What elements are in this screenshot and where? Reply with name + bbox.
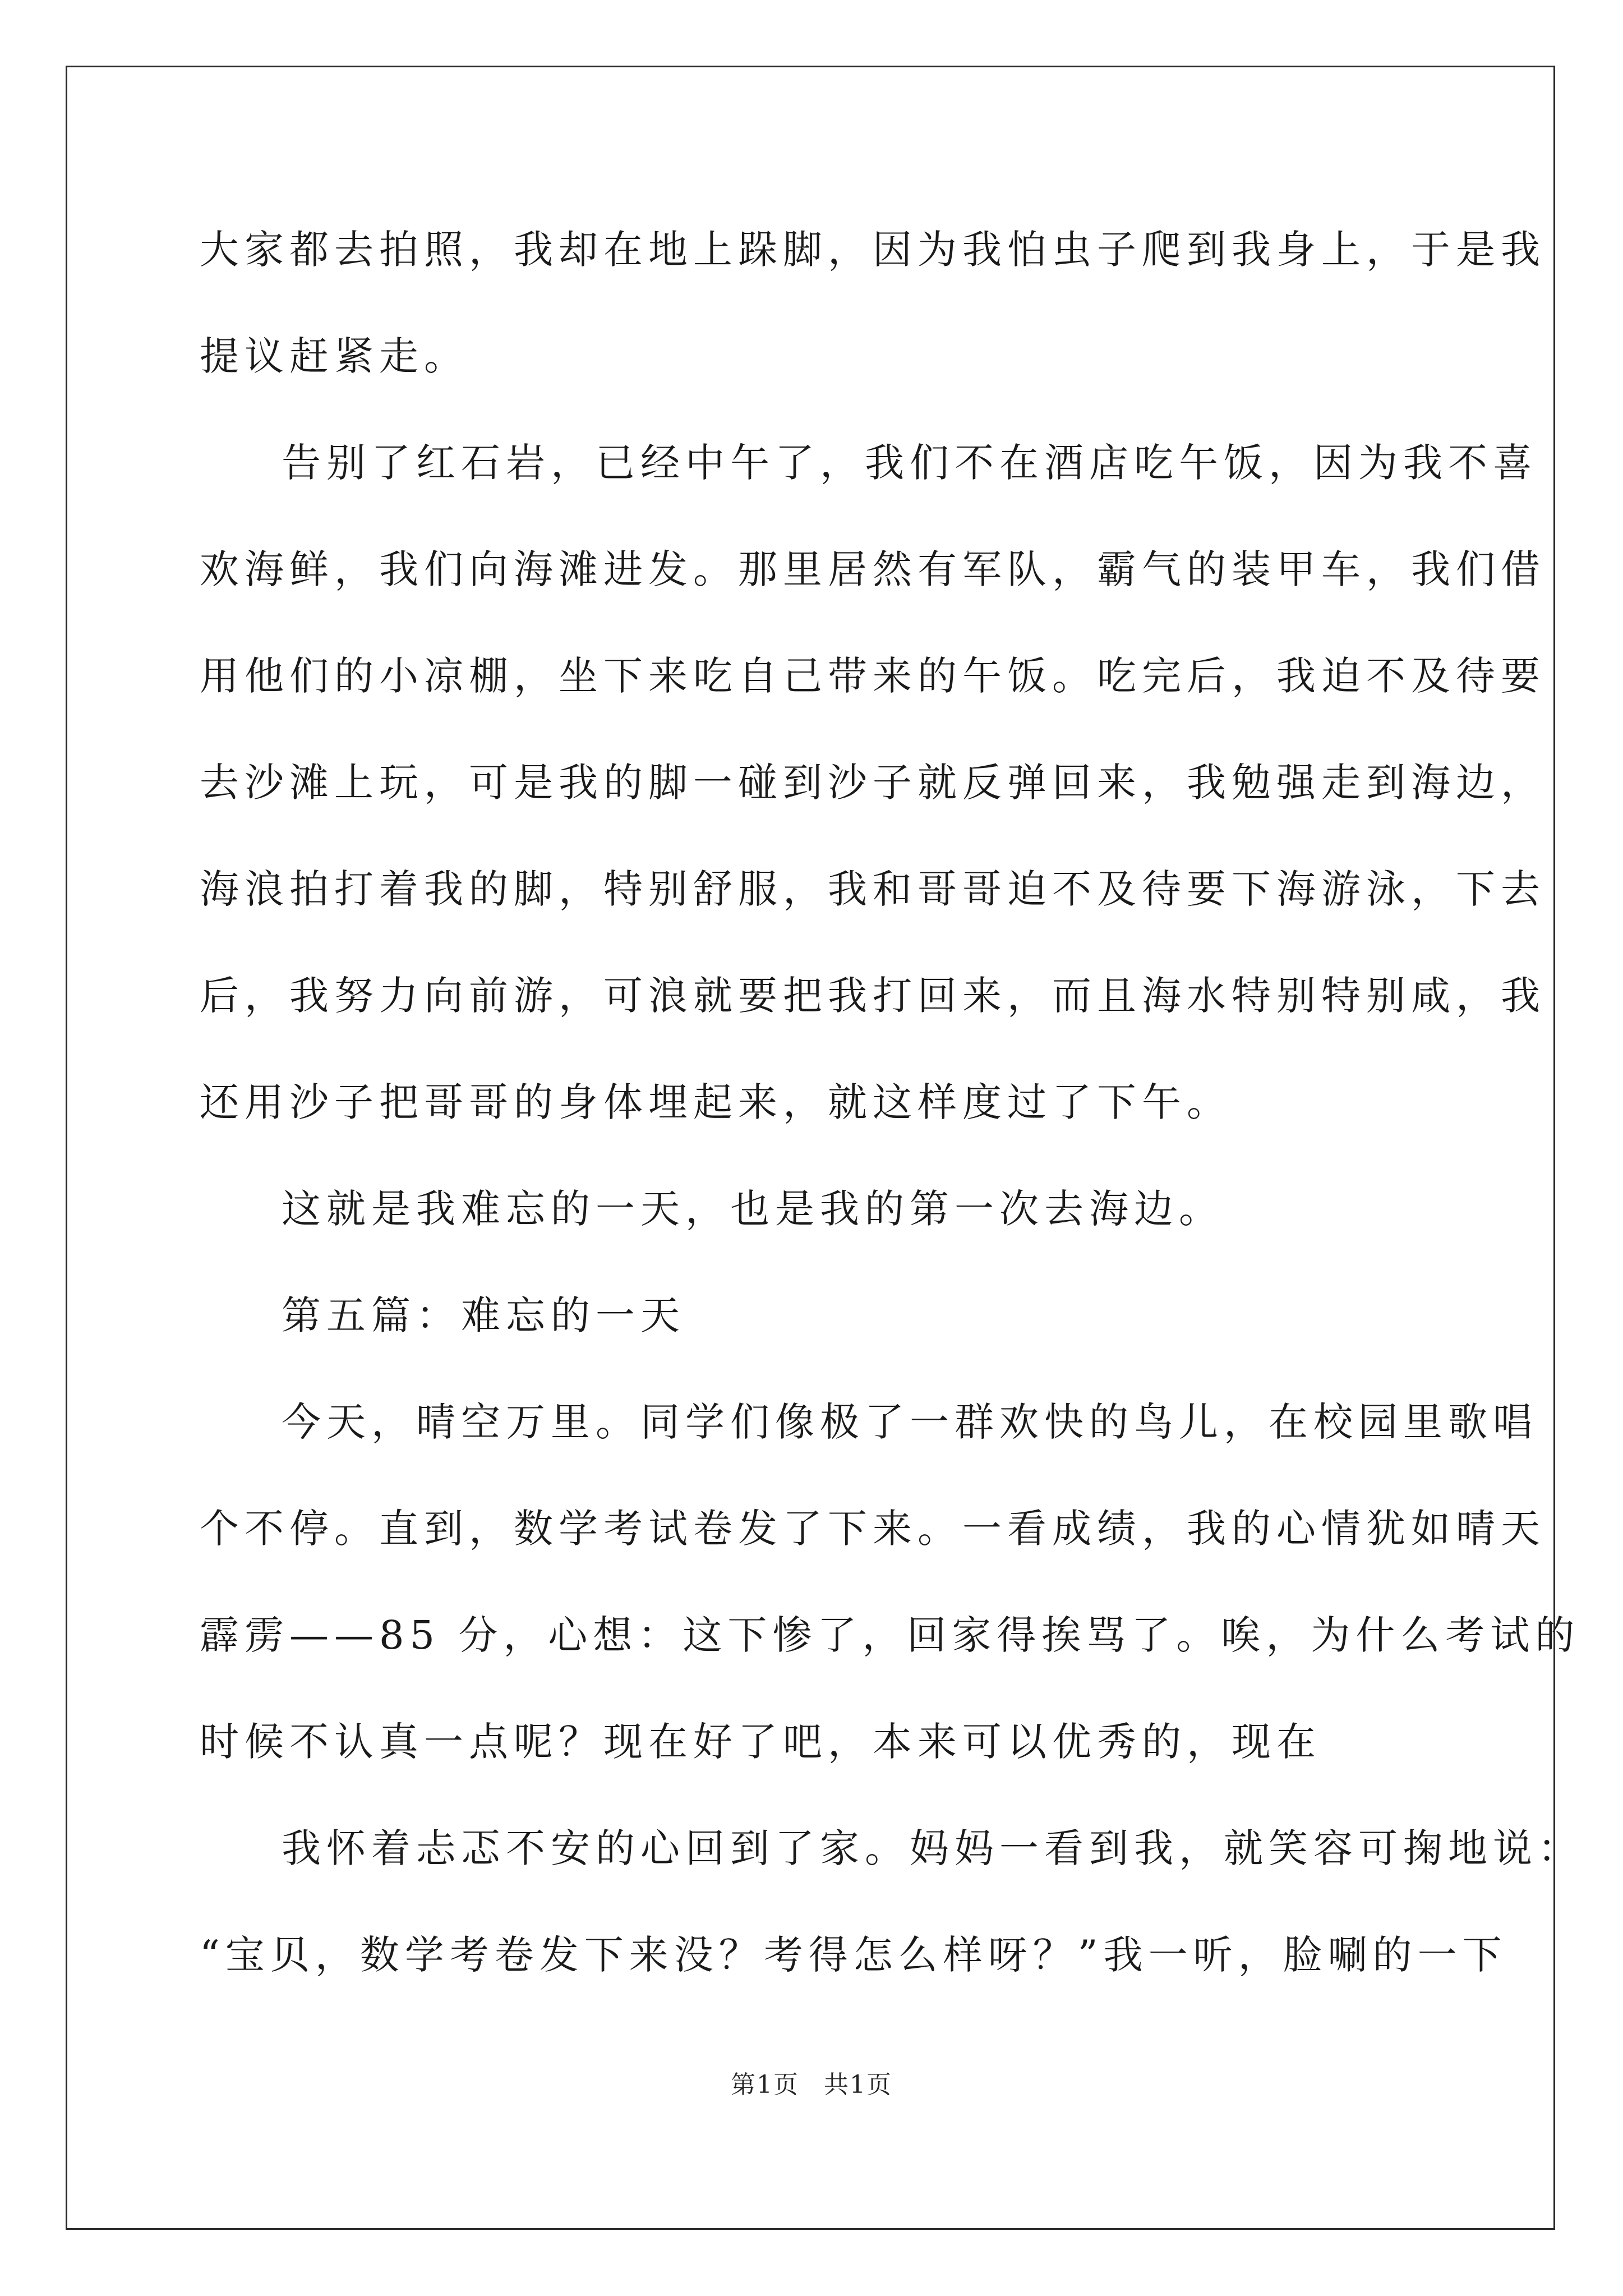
text-line: 提议赶紧走。	[200, 333, 469, 379]
text-line: 时候不认真一点呢？现在好了吧，本来可以优秀的，现在	[200, 1719, 1321, 1765]
section-heading: 第五篇：难忘的一天	[282, 1292, 685, 1338]
text-line: “宝贝，数学考卷发下来没？考得怎么样呀？”我一听，脸唰的一下	[200, 1932, 1507, 1978]
text-line: 用他们的小凉棚，坐下来吃自己带来的午饭。吃完后，我迫不及待要	[200, 653, 1546, 699]
text-line: 大家都去拍照，我却在地上跺脚，因为我怕虫子爬到我身上，于是我	[200, 227, 1546, 273]
text-line: 欢海鲜，我们向海滩进发。那里居然有军队，霸气的装甲车，我们借	[200, 546, 1546, 592]
text-line: 这就是我难忘的一天，也是我的第一次去海边。	[282, 1186, 1224, 1232]
text-line: 后，我努力向前游，可浪就要把我打回来，而且海水特别特别咸，我	[200, 973, 1546, 1019]
text-line: 还用沙子把哥哥的身体埋起来，就这样度过了下午。	[200, 1079, 1232, 1125]
text-line: 个不停。直到，数学考试卷发了下来。一看成绩，我的心情犹如晴天	[200, 1506, 1546, 1552]
text-line: 霹雳——85 分，心想：这下惨了，回家得挨骂了。唉，为什么考试的	[200, 1612, 1580, 1658]
page-number-total: 共1页	[824, 2070, 892, 2099]
page-footer	[0, 2064, 1623, 2100]
text-line: 告别了红石岩，已经中午了，我们不在酒店吃午饭，因为我不喜	[282, 440, 1538, 486]
page-number-current: 第1页	[731, 2070, 799, 2099]
text-line: 我怀着忐忑不安的心回到了家。妈妈一看到我，就笑容可掬地说：	[282, 1825, 1583, 1871]
text-line: 海浪拍打着我的脚，特别舒服，我和哥哥迫不及待要下海游泳，下去	[200, 866, 1546, 912]
text-line: 去沙滩上玩，可是我的脚一碰到沙子就反弹回来，我勉强走到海边，	[200, 760, 1546, 806]
text-line: 今天，晴空万里。同学们像极了一群欢快的鸟儿，在校园里歌唱	[282, 1399, 1538, 1445]
document-body	[200, 210, 1583, 2022]
